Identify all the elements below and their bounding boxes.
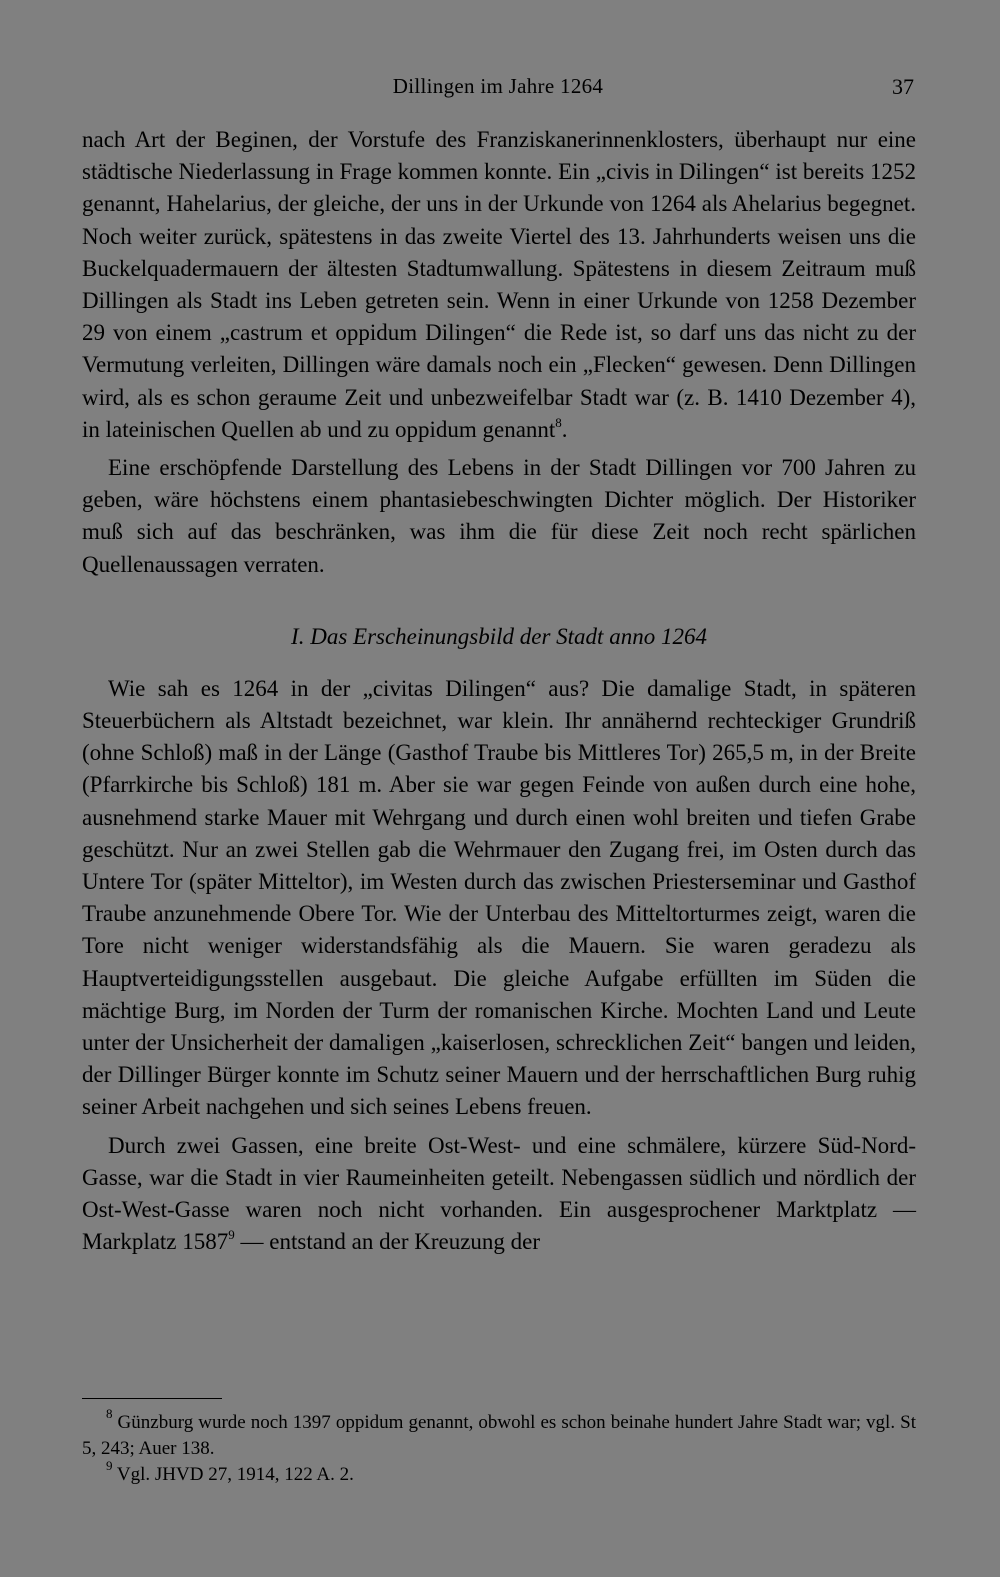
paragraph-1-text: nach Art der Beginen, der Vorstufe des Franziskanerinnenklosters, überhaupt nur eine städtische Niederlassung in Frage kommen konnte. Ein „civis in Dilingen“ ist bereits 1252 genannt, Hahelarius, der gleiche, der uns in der Urkunde von 1264 als Ahelarius begegnet. Noch weiter zurück, spätestens in das zweite Viertel des 13. Jahrhunderts weisen uns die Buckelquadermauern der ältesten Stadtumwallung. Spätestens in diesem Zeitraum muß Dillingen als Stadt ins Leben getreten sein. Wenn in einer Urkunde von 1258 Dezember 29 von einem „castrum et oppidum Dilingen“ die Rede ist, so darf uns das nicht zu der Vermutung verleiten, Dillingen wäre damals noch ein „Flecken“ gewesen. Denn Dillingen wird, als es schon geraume Zeit und unbezweifelbar Stadt war (z. B. 1410 Dezember 4), in lateinischen Quellen ab und zu oppidum genannt <box>82 127 916 442</box>
footnote-divider <box>82 1398 222 1399</box>
section-heading: I. Das Erscheinungsbild der Stadt anno 1264 <box>291 623 707 649</box>
page-number: 37 <box>892 74 914 99</box>
paragraph-1 <box>82 124 916 446</box>
footnote-marker-9: 9 <box>106 1458 113 1473</box>
body-text <box>82 124 916 1259</box>
running-title: Dillingen im Jahre 1264 <box>392 74 604 98</box>
footnote-9-text: Vgl. JHVD 27, 1914, 122 A. 2. <box>112 1464 354 1485</box>
paragraph-4-end: — entstand an der Kreuzung der <box>234 1229 541 1255</box>
paragraph-1-end: . <box>561 416 568 442</box>
footnote-8-text: Günzburg wurde noch 1397 oppidum genannt, obwohl es schon beinahe hundert Jahre Stadt war; vgl. St 5, 243; Auer 138. <box>82 1412 916 1459</box>
footnote-marker-8: 8 <box>106 1406 113 1421</box>
paragraph-4-text: Durch zwei Gassen, eine breite Ost-West- und eine schmälere, kürzere Süd-Nord-Gasse, war die Stadt in vier Raumeinheiten geteilt. Nebengassen südlich und nördlich der Ost-West-Gasse waren noch nicht vorhanden. Ein ausgesprochener Marktplatz — Markplatz 1587 <box>82 1132 916 1255</box>
page-header <box>82 74 914 108</box>
footnote-8 <box>82 1406 916 1462</box>
footnote-9 <box>82 1458 916 1488</box>
footnote-ref-9: 9 <box>228 1227 235 1243</box>
footnote-ref-8: 8 <box>555 414 562 430</box>
paragraph-3: Wie sah es 1264 in der „civitas Dilingen“ aus? Die damalige Stadt, in späteren Steuerbüchern als Altstadt bezeichnet, war klein. Ihr annähernd rechteckiger Grundriß (ohne Schloß) maß in der Länge (Gasthof Traube bis Mittleres Tor) 265,5 m, in der Breite (Pfarrkirche bis Schloß) 181 m. Aber sie war gegen Feinde von außen durch eine hohe, ausnehmend starke Mauer mit Wehrgang und durch einen wohl breiten und tiefen Grabe geschützt. Nur an zwei Stellen gab die Wehrmauer den Zugang frei, im Osten durch das Untere Tor (später Mitteltor), im Westen durch das zwischen Priesterseminar und Gasthof Traube anzunehmende Obere Tor. Wie der Unterbau des Mitteltorturmes zeigt, waren die Tore nicht weniger widerstandsfähig als die Mauern. Sie waren geradezu als Hauptverteidigungsstellen ausgebaut. Die gleiche Aufgabe erfüllten im Süden die mächtige Burg, im Norden der Turm der romanischen Kirche. Mochten Land und Leute unter der Unsicherheit der damaligen „kaiserlosen, schrecklichen Zeit“ bangen und leiden, der Dillinger Bürger konnte im Schutz seiner Mauern und der herrschaftlichen Burg ruhig seiner Arbeit nachgehen und sich seines Lebens freuen. <box>82 675 916 1120</box>
paragraph-4 <box>82 1130 916 1259</box>
paragraph-2: Eine erschöpfende Darstellung des Lebens in der Stadt Dillingen vor 700 Jahren zu geben, wäre höchstens einem phantasiebeschwingten Dichter möglich. Der Historiker muß sich auf das beschränken, was ihm die für diese Zeit noch recht spärlichen Quellenaussagen verraten. <box>82 455 916 577</box>
footnotes <box>82 1406 916 1488</box>
